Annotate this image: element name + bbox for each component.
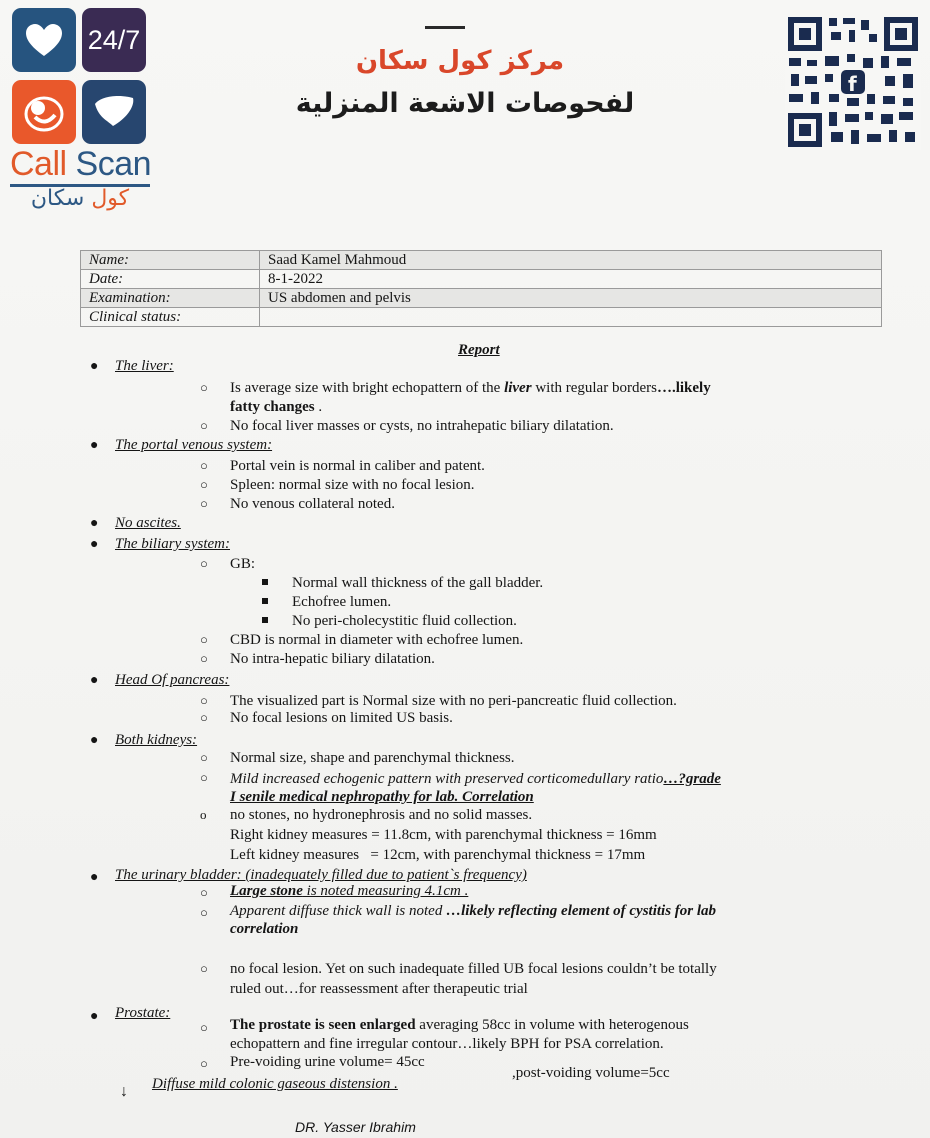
bladder-line-1: Large stone is noted measuring 4.1cm .	[230, 883, 469, 899]
liver-line-2: No focal liver masses or cysts, no intrahepatic biliary dilatation.	[230, 418, 614, 434]
bladder-line-3: no focal lesion. Yet on such inadequate filled UB focal lesions couldn’t be totally	[230, 961, 717, 977]
circle-bullet-icon: ○	[200, 632, 208, 647]
circle-bullet-icon: ○	[200, 693, 208, 708]
section-ascites-heading: No ascites.	[115, 515, 181, 531]
table-row	[81, 251, 882, 270]
liver-icon	[82, 80, 146, 144]
bullet-icon: ●	[90, 359, 99, 374]
table-row	[81, 308, 882, 327]
circle-bullet-icon: ○	[200, 885, 208, 900]
prostate-line-1: The prostate is seen enlarged averaging 58cc in volume with heterogenous	[230, 1017, 689, 1033]
table-row	[81, 289, 882, 308]
circle-bullet-icon: ○	[200, 710, 208, 725]
circle-bullet-icon: ○	[200, 496, 208, 511]
kidneys-line-2-cont: I senile medical nephropathy for lab. Correlation	[230, 789, 534, 805]
circle-bullet-icon: ○	[200, 1020, 208, 1035]
square-bullet-icon	[262, 617, 268, 623]
prostate-post-voiding: ,post-voiding volume=5cc	[512, 1065, 670, 1081]
clinical-status-value	[260, 308, 882, 327]
circle-bullet-icon: ○	[200, 961, 208, 976]
liver-line-1: Is average size with bright echopattern of the liver with regular borders….likely	[230, 380, 711, 396]
kidneys-line-3: no stones, no hydronephrosis and no solid masses.	[230, 807, 533, 823]
bullet-icon: ●	[90, 870, 99, 885]
qr-code-icon	[785, 14, 921, 150]
logo-name-english: Call Scan	[10, 145, 152, 183]
colon-finding: Diffuse mild colonic gaseous distension .	[152, 1076, 398, 1092]
section-bladder-heading: The urinary bladder: (inadequately filled due to patient`s frequency)	[115, 867, 527, 883]
portal-line-1: Portal vein is normal in caliber and patent.	[230, 458, 485, 474]
fetus-icon	[12, 80, 76, 144]
call-scan-logo	[10, 8, 155, 213]
examination-label: Examination:	[81, 289, 260, 308]
bullet-icon: ●	[90, 733, 99, 748]
biliary-sub-3: No peri-cholecystitic fluid collection.	[292, 613, 517, 629]
square-bullet-icon	[262, 598, 268, 604]
liver-line-1-cont: fatty changes .	[230, 399, 323, 415]
section-kidneys-heading: Both kidneys:	[115, 732, 198, 748]
logo-name-arabic: كول سكان	[30, 186, 130, 211]
bladder-line-2: Apparent diffuse thick wall is noted …likely reflecting element of cystitis for lab	[230, 903, 717, 919]
bullet-icon: ●	[90, 537, 99, 552]
section-portal-heading: The portal venous system:	[115, 437, 273, 453]
circle-bullet-icon: ○	[200, 905, 208, 920]
table-row	[81, 270, 882, 289]
bladder-line-3-cont: ruled out…for reassessment after therapeutic trial	[230, 981, 528, 997]
circle-bullet-icon: ○	[200, 651, 208, 666]
section-pancreas-heading: Head Of pancreas:	[115, 672, 230, 688]
prostate-pre-voiding: Pre-voiding urine volume= 45cc	[230, 1054, 425, 1070]
circle-bullet-icon: ○	[200, 380, 208, 395]
biliary-line-2: CBD is normal in diameter with echofree lumen.	[230, 632, 524, 648]
svg-text:f: f	[848, 72, 857, 96]
date-label: Date:	[81, 270, 260, 289]
circle-bullet-icon: ○	[200, 418, 208, 433]
circle-bullet-icon: ○	[200, 477, 208, 492]
kidneys-line-2: Mild increased echogenic pattern with preserved corticomedullary ratio…?grade	[230, 771, 721, 787]
pancreas-line-1: The visualized part is Normal size with no peri-pancreatic fluid collection.	[230, 693, 677, 709]
biliary-line-3: No intra-hepatic biliary dilatation.	[230, 651, 435, 667]
portal-line-2: Spleen: normal size with no focal lesion.	[230, 477, 475, 493]
patient-info-table	[80, 250, 882, 327]
pancreas-line-2: No focal lesions on limited US basis.	[230, 710, 453, 726]
bullet-icon: ●	[90, 516, 99, 531]
examination-value: US abdomen and pelvis	[260, 289, 882, 308]
bladder-line-2-cont: correlation	[230, 921, 299, 937]
doctor-name: DR. Yasser Ibrahim	[295, 1119, 416, 1135]
biliary-gb: GB:	[230, 556, 256, 572]
section-biliary-heading: The biliary system:	[115, 536, 230, 552]
bullet-icon: ●	[90, 673, 99, 688]
circle-bullet-icon: ○	[200, 556, 208, 571]
24-7-icon: 24/7	[82, 8, 146, 72]
report-title: Report	[458, 342, 500, 358]
kidneys-right-measure: Right kidney measures = 11.8cm, with parenchymal thickness = 16mm	[230, 827, 657, 843]
prostate-line-1-cont: echopattern and fine irregular contour…likely BPH for PSA correlation.	[230, 1036, 664, 1052]
arrow-bullet-icon: ↓	[120, 1083, 128, 1100]
circle-bullet-icon: ○	[200, 458, 208, 473]
biliary-sub-1: Normal wall thickness of the gall bladder.	[292, 575, 544, 591]
heart-icon	[12, 8, 76, 72]
date-value: 8-1-2022	[260, 270, 882, 289]
kidneys-line-1: Normal size, shape and parenchymal thickness.	[230, 750, 515, 766]
circle-bullet-icon: ○	[200, 750, 208, 765]
portal-line-3: No venous collateral noted.	[230, 496, 395, 512]
patient-name-value: Saad Kamel Mahmoud	[260, 251, 882, 270]
header-dash	[425, 26, 465, 29]
biliary-sub-2: Echofree lumen.	[292, 594, 392, 610]
bullet-icon: ●	[90, 438, 99, 453]
circle-bullet-icon: ○	[200, 1056, 208, 1071]
center-tagline-arabic: لفحوصات الاشعة المنزلية	[295, 88, 635, 119]
patient-name-label: Name:	[81, 251, 260, 270]
kidneys-left-measure: Left kidney measures = 12cm, with parenchymal thickness = 17mm	[230, 847, 646, 863]
section-prostate-heading: Prostate:	[115, 1005, 171, 1021]
square-bullet-icon	[262, 579, 268, 585]
bullet-icon: ●	[90, 1009, 99, 1024]
clinical-status-label: Clinical status:	[81, 308, 260, 327]
circle-bullet-icon: ○	[200, 770, 208, 785]
circle-bullet-icon: o	[200, 807, 207, 822]
section-liver-heading: The liver:	[115, 358, 174, 374]
center-name-arabic: مركز كول سكان	[355, 46, 565, 76]
